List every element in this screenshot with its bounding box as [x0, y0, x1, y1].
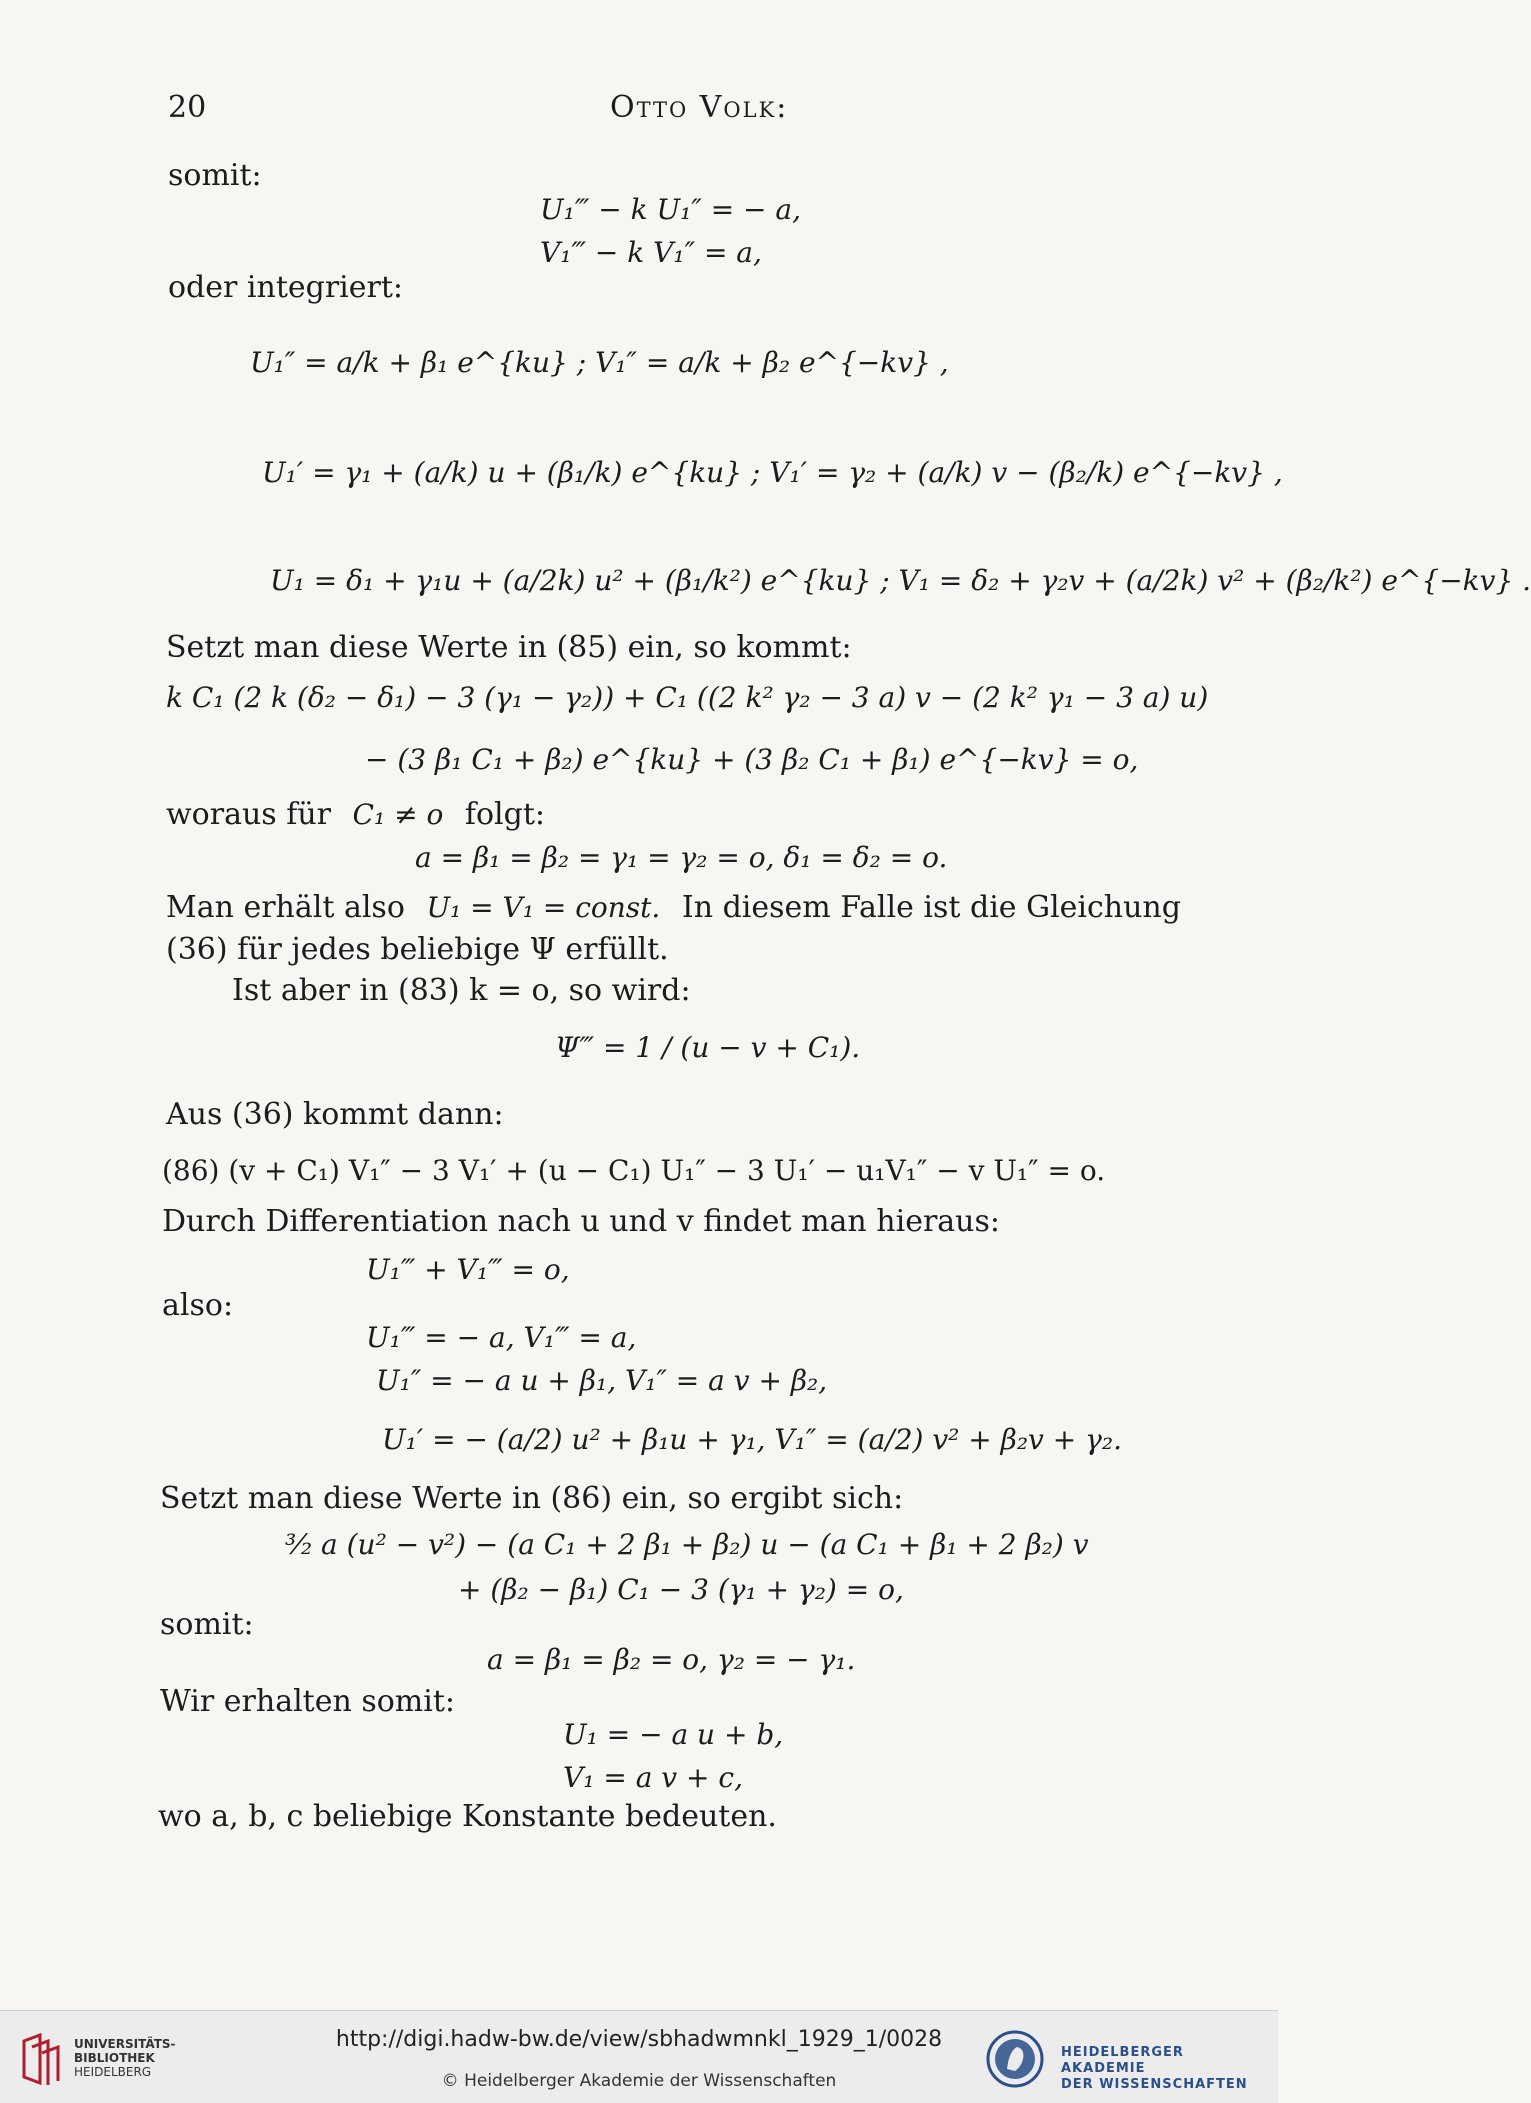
text-36-fuer-jedes: (36) für jedes beliebige Ψ erfüllt.: [166, 932, 669, 967]
equation-13: U₁‴ + V₁‴ = o,: [366, 1253, 570, 1286]
text-durch-differentiation: Durch Differentiation nach u und v findet man hieraus:: [162, 1204, 1000, 1239]
text-wo-abc: wo a, b, c beliebige Konstante bedeuten.: [158, 1799, 777, 1834]
equation-19: a = β₁ = β₂ = o, γ₂ = − γ₁.: [487, 1643, 856, 1676]
text-also: also:: [162, 1288, 234, 1323]
equation-1: U₁‴ − k U₁″ = − a,: [540, 193, 802, 226]
equation-12: (86) (v + C₁) V₁″ − 3 V₁′ + (u − C₁) U₁″ − 3 U₁′ − u₁V₁″ − v U₁″ = o.: [162, 1154, 1106, 1187]
text-setzt-85: Setzt man diese Werte in (85) ein, so kommt:: [166, 630, 852, 665]
equation-8: C₁ ≠ o: [352, 798, 444, 831]
text-oder-integriert: oder integriert:: [168, 270, 404, 305]
text-somit: somit:: [168, 158, 262, 193]
running-title: Otto Volk:: [610, 90, 789, 125]
equation-18: + (β₂ − β₁) C₁ − 3 (γ₁ + γ₂) = o,: [458, 1573, 904, 1606]
text-setzt-86: Setzt man diese Werte in (86) ein, so ergibt sich:: [160, 1481, 904, 1516]
equation-3: U₁″ = a/k + β₁ e^{ku} ; V₁″ = a/k + β₂ e^{−kv} ,: [250, 346, 949, 379]
viewer-footer: [0, 2010, 1278, 2103]
equation-20: U₁ = − a u + b,: [563, 1718, 784, 1751]
academy-logo-text: HEIDELBERGER AKADEMIE DER WISSENSCHAFTEN: [1061, 2045, 1248, 2092]
equation-11: Ψ‴ = 1 / (u − v + C₁).: [555, 1031, 861, 1064]
text-woraus: [166, 797, 545, 833]
text-ist-aber: Ist aber in (83) k = o, so wird:: [232, 973, 691, 1008]
page-number: 20: [168, 90, 207, 125]
text-man-erhaelt: [166, 890, 1181, 926]
academy-logo[interactable]: [985, 2029, 1265, 2092]
equation-16: U₁′ = − (a/2) u² + β₁u + γ₁, V₁″ = (a/2) v² + β₂v + γ₂.: [382, 1423, 1122, 1456]
text-wir-erhalten: Wir erhalten somit:: [160, 1684, 456, 1719]
text-woraus-tail: folgt:: [464, 797, 546, 832]
equation-7: − (3 β₁ C₁ + β₂) e^{ku} + (3 β₂ C₁ + β₁) e^{−kv} = o,: [365, 743, 1139, 776]
equation-21: V₁ = a v + c,: [563, 1761, 743, 1794]
source-url-link[interactable]: http://digi.hadw-bw.de/view/sbhadwmnkl_1929_1/0028: [335, 2027, 943, 2052]
text-man-erhaelt-tail: In diesem Falle ist die Gleichung: [681, 890, 1181, 925]
copyright-text: © Heidelberger Akademie der Wissenschaften: [441, 2071, 837, 2091]
equation-14: U₁‴ = − a, V₁‴ = a,: [366, 1321, 637, 1354]
equation-17: ³⁄₂ a (u² − v²) − (a C₁ + 2 β₁ + β₂) u − (a C₁ + β₁ + 2 β₂) v: [285, 1528, 1089, 1561]
equation-15: U₁″ = − a u + β₁, V₁″ = a v + β₂,: [376, 1364, 828, 1397]
equation-6: k C₁ (2 k (δ₂ − δ₁) − 3 (γ₁ − γ₂)) + C₁ ((2 k² γ₂ − 3 a) v − (2 k² γ₁ − 3 a) u): [166, 681, 1209, 714]
equation-9: a = β₁ = β₂ = γ₁ = γ₂ = o, δ₁ = δ₂ = o.: [415, 841, 948, 874]
academy-seal-icon: [985, 2029, 1045, 2089]
equation-4: U₁′ = γ₁ + (a/k) u + (β₁/k) e^{ku} ; V₁′ = γ₂ + (a/k) v − (β₂/k) e^{−kv} ,: [262, 456, 1283, 489]
text-woraus-lead: woraus für: [166, 797, 331, 832]
library-logo-text: UNIVERSITÄTS- BIBLIOTHEK HEIDELBERG: [74, 2037, 176, 2079]
text-somit-2: somit:: [160, 1607, 254, 1642]
text-man-erhaelt-lead: Man erhält also: [166, 890, 405, 925]
equation-5: U₁ = δ₁ + γ₁u + (a/2k) u² + (β₁/k²) e^{ku} ; V₁ = δ₂ + γ₂v + (a/2k) v² + (β₂/k²) e^{−kv} .: [270, 564, 1531, 597]
equation-10: U₁ = V₁ = const.: [426, 891, 661, 924]
equation-2: V₁‴ − k V₁″ = a,: [540, 236, 762, 269]
text-aus-36: Aus (36) kommt dann:: [166, 1097, 504, 1132]
